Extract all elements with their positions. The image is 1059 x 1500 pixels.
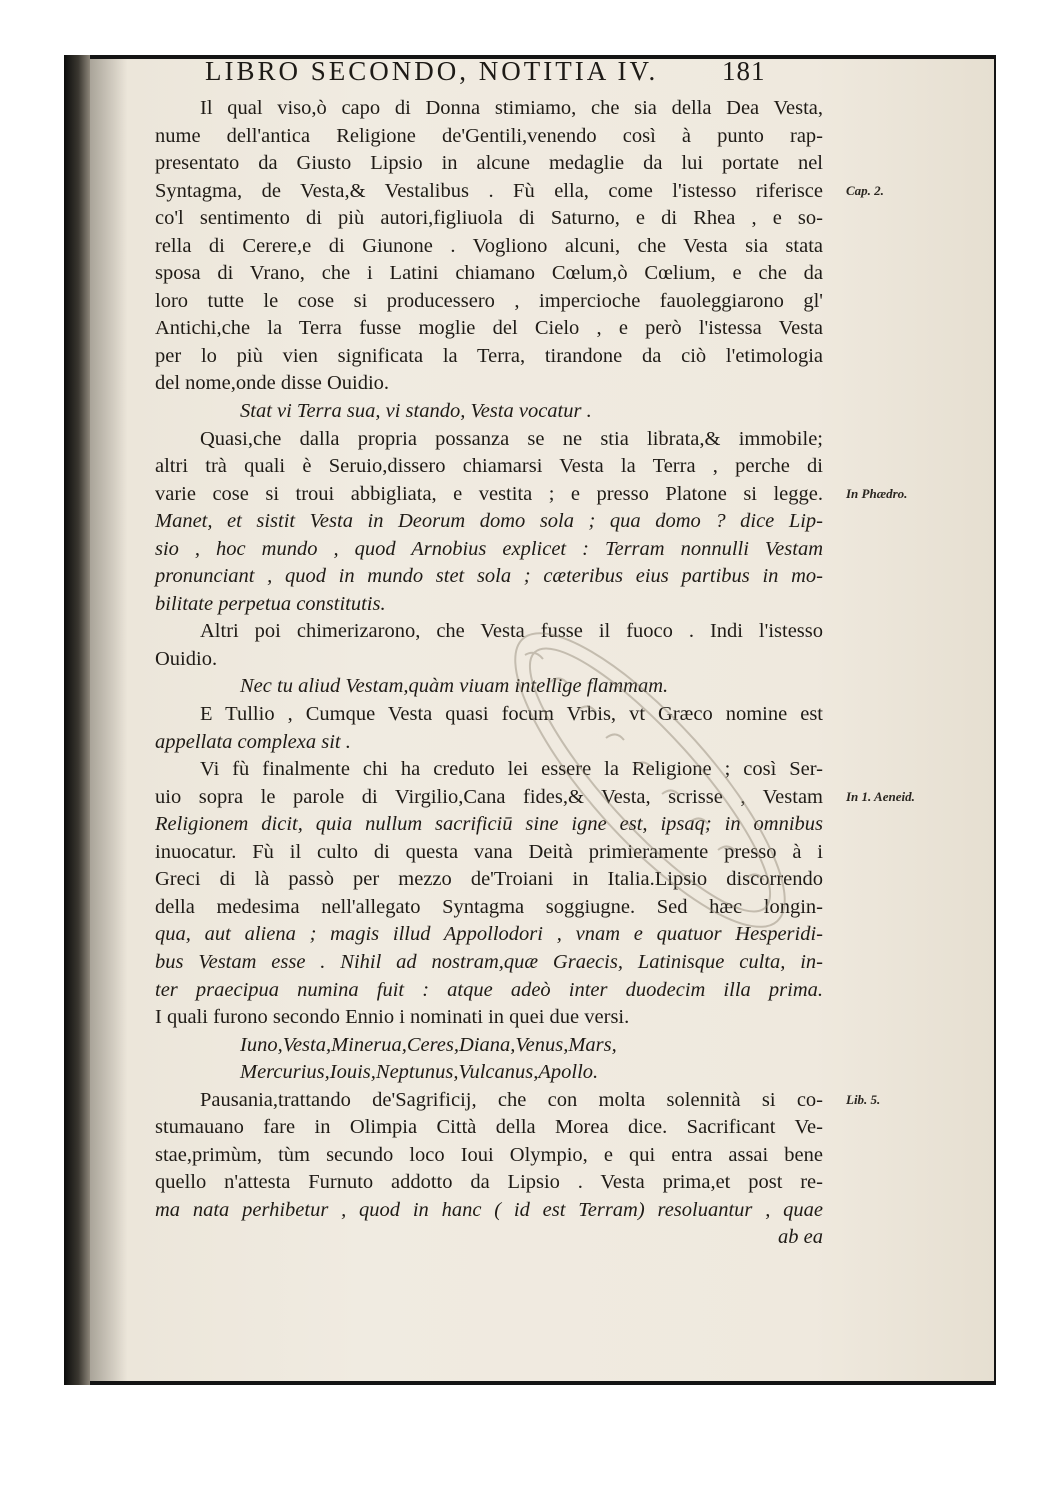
text-line: Antichi,che la Terra fusse moglie del Cielo , e però l'istessa Vesta xyxy=(155,317,823,340)
text-line: bus Vestam esse . Nihil ad nostram,quæ Graecis, Latinisque culta, in- xyxy=(155,950,823,973)
text-line: ab ea xyxy=(778,1226,823,1249)
gutter-shadow xyxy=(90,59,128,1381)
text-line: sposa di Vrano, che i Latini chiamano Cœlum,ò Cœlium, e che da xyxy=(155,262,823,285)
text-line: Mercurius,Iouis,Neptunus,Vulcanus,Apollo. xyxy=(240,1061,599,1084)
text-line: loro tutte le cose si producessero , impercioche fauoleggiarono gl' xyxy=(155,289,823,312)
text-line: Altri poi chimerizarono, che Vesta fusse il fuoco . Indi l'istesso xyxy=(200,620,823,643)
text-line: Vi fù finalmente chi ha creduto lei essere la Religione ; così Ser- xyxy=(200,758,823,781)
text-line: appellata complexa sit . xyxy=(155,730,351,753)
text-line: pronunciant , quod in mundo stet sola ; cæteribus eius partibus in mo- xyxy=(155,565,823,588)
text-line: ma nata perhibetur , quod in hanc ( id est Terram) resoluantur , quae xyxy=(155,1198,823,1221)
marginal-note: Lib. 5. xyxy=(846,1091,881,1107)
text-line: bilitate perpetua constitutis. xyxy=(155,592,386,615)
page-number: 181 xyxy=(722,56,766,86)
text-line: per lo più vien significata la Terra, tirandone da ciò l'etimologia xyxy=(155,344,823,367)
marginal-note: Cap. 2. xyxy=(846,182,884,198)
text-line: Stat vi Terra sua, vi stando, Vesta vocatur . xyxy=(240,400,592,423)
text-line: presentato da Giusto Lipsio in alcune medaglie da lui portate nel xyxy=(155,152,823,175)
text-line: Syntagma, de Vesta,& Vestalibus . Fù ella, come l'istesso riferisce xyxy=(155,179,823,202)
text-line: qua, aut aliena ; magis illud Appollodori , vnam e quatuor Hesperidi- xyxy=(155,923,823,946)
text-line: nume dell'antica Religione de'Gentili,venendo così à punto rap- xyxy=(155,124,823,147)
text-line: Iuno,Vesta,Minerua,Ceres,Diana,Venus,Mars, xyxy=(240,1033,617,1056)
text-line: ter praecipua numina fuit : atque adeò inter duodecim illa prima. xyxy=(155,978,823,1001)
running-header: LIBRO SECONDO, NOTITIA IV. xyxy=(205,56,659,86)
text-line: Ouidio. xyxy=(155,647,218,670)
text-line: varie cose si troui abbigliata, e vestita ; e presso Platone si legge. xyxy=(155,482,823,505)
text-line: Quasi,che dalla propria possanza se ne stia librata,& immobile; xyxy=(200,427,823,450)
text-line: I quali furono secondo Ennio i nominati in quei due versi. xyxy=(155,1006,630,1029)
text-line: rella di Cerere,e di Giunone . Vogliono alcuni, che Vesta sia stata xyxy=(155,234,823,257)
text-line: quello n'attesta Furnuto addotto da Lipsio . Vesta prima,et post re- xyxy=(155,1171,823,1194)
text-line: inuocatur. Fù il culto di questa vana Deità primieramente presso à i xyxy=(155,840,823,863)
text-line: sio , hoc mundo , quod Arnobius explicet : Terram nonnulli Vestam xyxy=(155,537,823,560)
text-line: E Tullio , Cumque Vesta quasi focum Vrbis, vt Græco nomine est xyxy=(200,703,823,726)
text-line: Nec tu aliud Vestam,quàm viuam intellige flammam. xyxy=(240,675,669,698)
text-line: altri trà quali è Seruio,dissero chiamarsi Vesta la Terra , perche di xyxy=(155,455,823,478)
text-line: uio sopra le parole di Virgilio,Cana fides,& Vesta, scrisse , Vestam xyxy=(155,785,823,808)
book-spine xyxy=(64,55,90,1385)
marginal-note: In 1. Aeneid. xyxy=(846,788,915,804)
text-line: stae,primùm, tùm secundo loco Ioui Olympio, e qui entra assai bene xyxy=(155,1143,823,1166)
text-line: Il qual viso,ò capo di Donna stimiamo, che sia della Dea Vesta, xyxy=(200,97,823,119)
text-line: del nome,onde disse Ouidio. xyxy=(155,372,390,395)
text-line: Pausania,trattando de'Sagrificij, che con molta solennità si co- xyxy=(200,1088,823,1111)
body-text xyxy=(155,95,823,1252)
marginal-note: In Phædro. xyxy=(846,485,908,501)
text-line: Manet, et sistit Vesta in Deorum domo sola ; qua domo ? dice Lip- xyxy=(155,510,823,533)
text-line: Greci di là passò per mezzo de'Troiani in Italia.Lipsio discorrendo xyxy=(155,868,823,891)
text-line: Religionem dicit, quia nullum sacrificiū sine igne est, ipsaq; in omnibus xyxy=(155,813,823,836)
text-line: stumauano fare in Olimpia Città della Morea dice. Sacrificant Ve- xyxy=(155,1116,823,1139)
text-line: della medesima nell'allegato Syntagma soggiugne. Sed hæc longin- xyxy=(155,895,823,918)
text-line: co'l sentimento di più autori,figliuola di Saturno, e di Rhea , e so- xyxy=(155,207,823,230)
